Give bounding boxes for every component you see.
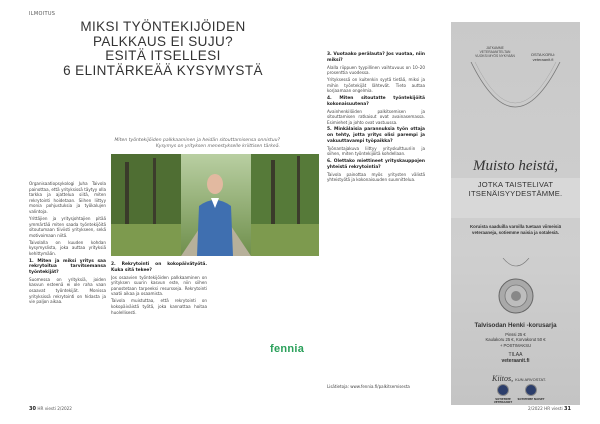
- paragraph: Yrityksessä on kuitenkin syytä tietää, miksi ja mihin työntekijät lähtevät. Tieto auttaa korjaamaan ongelmia.: [327, 77, 425, 94]
- ad-series-name: Talvisodan Henki -korusarja: [474, 322, 557, 329]
- info-link[interactable]: Lisätietoja: www.fennia.fi/palkitsemisesta: [327, 384, 410, 389]
- column-2: [111, 260, 207, 342]
- footer-left-text: HR viesti 2/2022: [37, 406, 72, 411]
- page-number-left: 30: [29, 406, 36, 412]
- question-heading-5: 5. Minkälaisia parannuksia työn ottaja on tehty, jotta yritys olisi parempi ja vakuuttavampi työpaikka?: [327, 127, 425, 144]
- article-title: [48, 20, 278, 78]
- portrait-photo: [111, 154, 319, 256]
- thanks-word: Kiitos,: [491, 374, 514, 383]
- paragraph: Taivolalla on kuuden kohdan kysymyslista, joka auttaa yrityksiä kehittymään.: [29, 239, 106, 256]
- paragraph: Alalla riippuen tyypillinen vaihtuvuus on 10–20 prosenttia vuodessa.: [327, 64, 425, 76]
- veterans-badge-icon: [497, 384, 509, 396]
- question-heading-3: 3. Vuotaako perälauta? Jos vuotaa, niin miksi?: [327, 52, 425, 63]
- ad-subheadline: JOTKA TAISTELIVAT ITSENÄISYYDESTÄMME.: [468, 180, 563, 199]
- price-postage: + POSTIMAKSU: [499, 342, 532, 348]
- paragraph: Suomessa on yrityksiä, joiden kasvun esteenä ei ole raha vaan osaavat työntekijät. Monissa yrityksissä rekrytointi on hidasta ja vie paljon aikaa.: [29, 276, 106, 305]
- column-1: [29, 181, 106, 396]
- paragraph: Työnantajakuva liittyy yrityskulttuuriin ja siihen, miten työntekijöitä kohdellaan.: [327, 145, 425, 157]
- footer-left: [29, 406, 72, 412]
- title-line: MIKSI TYÖNTEKIJÖIDEN: [80, 19, 246, 34]
- fennia-logo: fennia: [270, 343, 305, 355]
- article-lead: Miten työntekijöiden palkkaaminen ja heidän sitouttamisensa onnistuu? Kysymys on yrityksen menestykselle kriittisen tärkeä.: [114, 138, 280, 150]
- women-badge-icon: [525, 384, 537, 396]
- ad-thanks: [479, 374, 559, 383]
- price-pin: Pinssi 25 €: [505, 332, 526, 337]
- order-url[interactable]: veteraanit.fi: [501, 358, 530, 365]
- footer-right: [528, 406, 571, 412]
- title-line: ESITÄ ITSELLESI: [105, 48, 221, 63]
- necklace-chain-icon: [451, 62, 580, 162]
- footer-right-text: 2/2022 HR viesti: [528, 406, 563, 411]
- paragraph: Yrittäjien ja yritysjohtajien pitää ymmärtää miten saada työntekijöitä sitoutumaan tiiviisti yritykseen, sekä motivoimaan niitä.: [29, 215, 106, 238]
- paragraph: Jos osaavien työntekijöiden palkkaaminen on yrityksen suurin kasvun este, niin siihen panostetaan tarpeeksi resursseja. Rekrytointi vaatii aikaa ja osaamista.: [111, 274, 207, 297]
- question-heading-1: 1. Miten ja miksi yritys saa rekrytoitua tarvitsemansa työntekijät?: [29, 258, 106, 276]
- veteran-advertisement: [451, 22, 580, 405]
- title-line: 6 ELINTÄRKEÄÄ KYSYMYSTÄ: [63, 62, 263, 78]
- title-line: PALKKAUS EI SUJU?: [92, 33, 234, 49]
- ad-prices: [455, 332, 576, 348]
- thanks-tail: KUN ARVOSTAT.: [515, 377, 547, 382]
- ad-headline: Muisto heistä,: [473, 158, 558, 174]
- ad-intro-text: JATKAMME VETERAANITELTAN VUOKSI MYÖS NYKYÄÄN: [475, 46, 515, 58]
- ad-buy-text: OSTA KORU: veteraanit.fi: [530, 52, 556, 62]
- question-heading-4: 4. Miten sitoutatte työntekijöitä kokonaisuutena?: [327, 95, 425, 107]
- ad-order[interactable]: [455, 352, 576, 364]
- section-tag: ILMOITUS: [29, 11, 56, 17]
- ad-description: Koruista saaduilla varoilla tuetaan viimeisiä veteraaneja, sotiemme naisia ja sotalesiä.: [469, 224, 562, 235]
- price-necklace: Kaulakoru 25 €, Korvakorut 50 €: [485, 337, 546, 343]
- paragraph: Avainhenkilöiden palkitsemisen ja sitouttamisen ratkaisut ovat avainasemassa. Esimiehet ja johto ovat vastuussa.: [327, 108, 425, 125]
- paragraph: Taivola muistuttaa, että rekrytointi on kokopäiväistä työtä, joka kannattaa hoitaa huolellisesti.: [111, 298, 207, 315]
- badge-label: SOTIEMME NAISET: [517, 398, 545, 401]
- pendant-icon: [493, 258, 539, 318]
- badge-label: SOTIEMME VETERAANIT: [493, 398, 513, 404]
- page-number-right: 31: [564, 406, 571, 412]
- paragraph: Taivola painottaa myös yritysten välistä yhteistyötä ja kokonaisuuden suunnittelua.: [327, 171, 425, 183]
- paragraph: Organisaatiopsykologi Juha Taivola painottaa, että yrityksissä täytyy olla tarkka ja ajattelua siitä, miten rekrytointi hoidetaan. Siihen liittyy monia pohjustuksia ja työkalujen valintoja.: [29, 181, 106, 214]
- column-3: [327, 50, 425, 382]
- question-heading-6: 6. Olettako miettineet yrityskauppojen yhteistä rekrytointia?: [327, 158, 425, 170]
- question-heading-2: 2. Rekrytointi on kokopäivätyötä. Kuka sitä tekee?: [111, 262, 207, 273]
- order-label: TILAA: [508, 352, 523, 358]
